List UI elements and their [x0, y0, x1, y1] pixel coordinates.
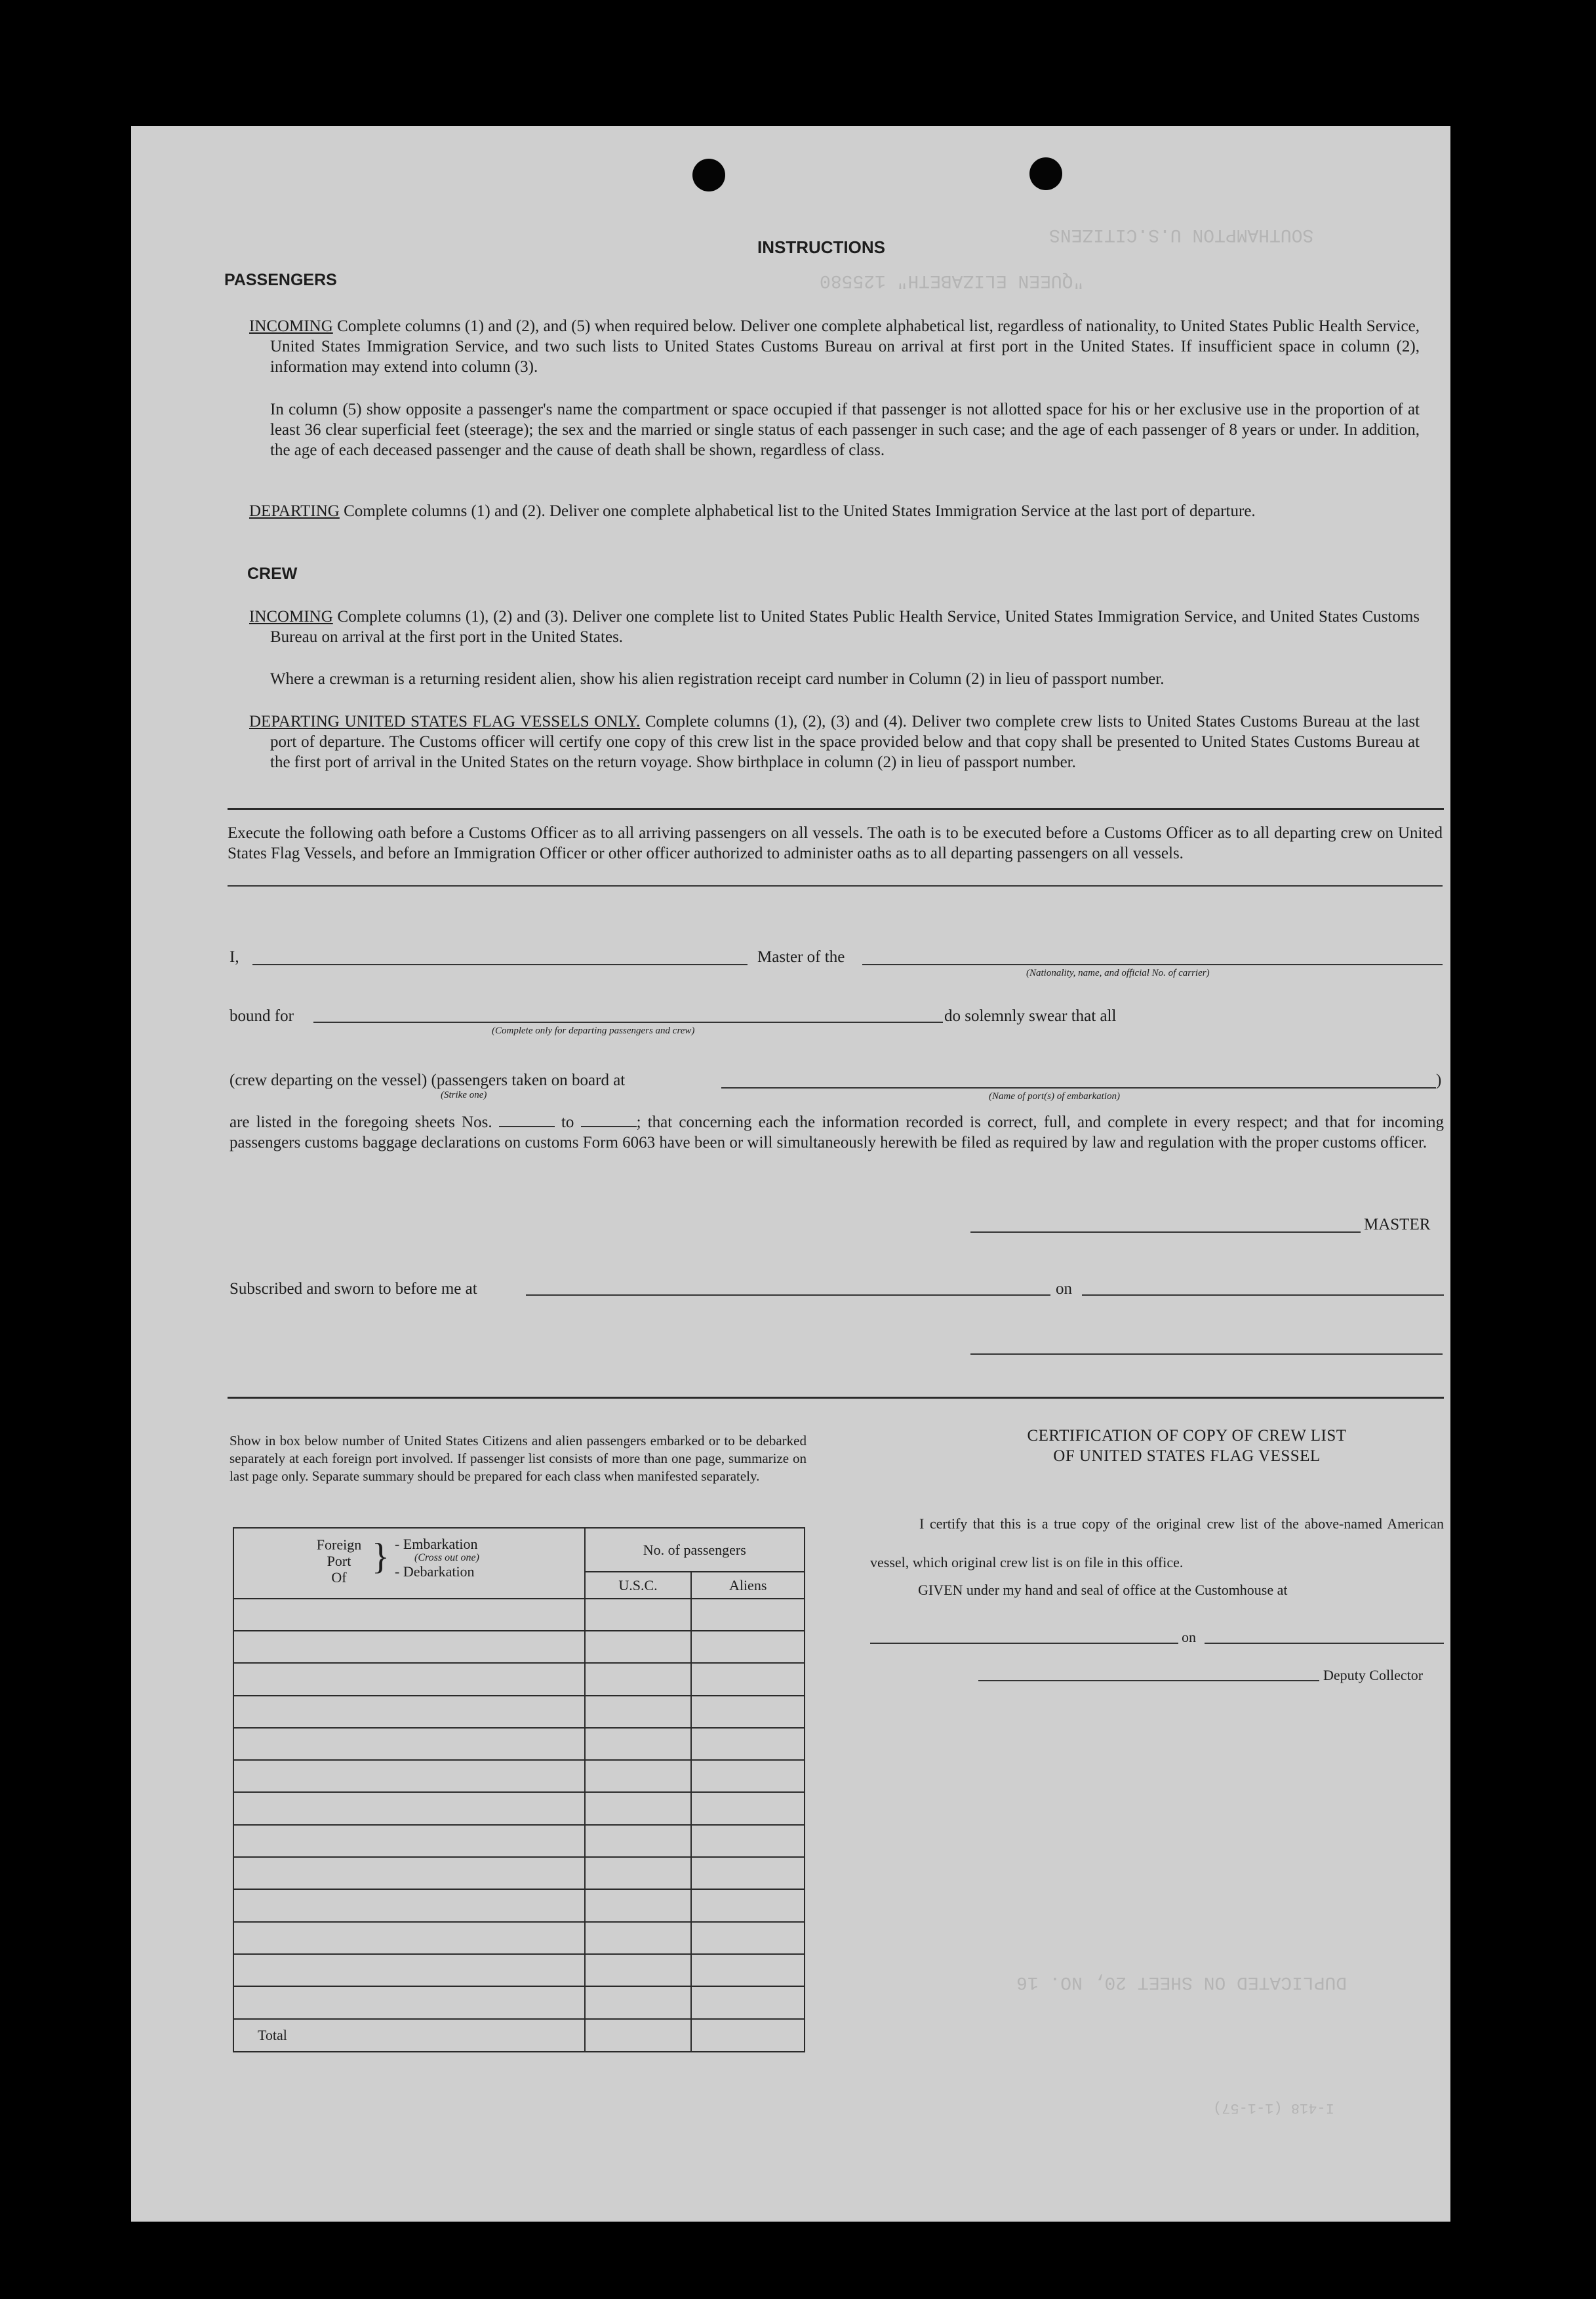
- passengers-departing-text: Complete columns (1) and (2). Deliver one complete alphabetical list to the United States Immigration Service at the last port of departure.: [344, 502, 1256, 520]
- master-name-field[interactable]: [252, 964, 748, 965]
- crew-incoming-paragraph: [249, 607, 1420, 647]
- usc-cell[interactable]: [585, 1631, 692, 1663]
- usc-cell[interactable]: [585, 1760, 692, 1792]
- total-usc-cell[interactable]: [585, 2019, 692, 2052]
- master-signature-field[interactable]: [970, 1231, 1361, 1233]
- table-row: [233, 1760, 805, 1792]
- certification-heading-line2: OF UNITED STATES FLAG VESSEL: [1053, 1447, 1321, 1465]
- master-of-label: Master of the: [757, 948, 845, 966]
- bound-for-label: bound for: [229, 1007, 294, 1025]
- usc-cell[interactable]: [585, 1792, 692, 1824]
- vessel-field[interactable]: [862, 964, 1443, 965]
- of-label: Of: [331, 1569, 347, 1586]
- usc-header: U.S.C.: [585, 1572, 692, 1598]
- sworn-date-field[interactable]: [1082, 1294, 1444, 1296]
- table-row: [233, 1792, 805, 1824]
- aliens-cell[interactable]: [691, 1792, 805, 1824]
- port-cell[interactable]: [233, 1696, 585, 1728]
- crew-departing-text: Complete columns (1), (2), (3) and (4). Deliver two complete crew lists to United States Customs Bureau at the last port of departure. The Customs officer will certify one copy of this crew list in the space provided below and that copy shall be presented to United States Customs Bureau at the first port of arrival in the United States on the return voyage. Show birthplace in column (2) in lieu of passport number.: [270, 713, 1420, 771]
- port-cell[interactable]: [233, 1954, 585, 1986]
- aliens-cell[interactable]: [691, 1696, 805, 1728]
- officer-signature-field[interactable]: [970, 1353, 1443, 1355]
- port-cell[interactable]: [233, 1599, 585, 1631]
- crew-heading: CREW: [247, 565, 298, 583]
- show-through-form-no: I-418 (1-1-57): [1213, 2100, 1334, 2116]
- port-cell[interactable]: [233, 1663, 585, 1695]
- total-aliens-cell[interactable]: [691, 2019, 805, 2052]
- passengers-heading: PASSENGERS: [224, 271, 337, 289]
- oath-listed-paragraph: [229, 1112, 1444, 1153]
- usc-cell[interactable]: [585, 1889, 692, 1921]
- port-cell[interactable]: [233, 1760, 585, 1792]
- table-row: [233, 1728, 805, 1760]
- listed-rest: ; that concerning each the information recorded is correct, full, and complete in every respect; and that for incoming passengers customs baggage declarations on customs Form 6063 have been or will simultaneously herewith be filed as required by law and regulation with the proper customs officer.: [229, 1113, 1445, 1151]
- sworn-on-label: on: [1056, 1280, 1072, 1298]
- crew-departing-label: DEPARTING UNITED STATES FLAG VESSELS ONLY.: [249, 713, 641, 730]
- table-row: [233, 1889, 805, 1921]
- divider: [228, 885, 1443, 887]
- aliens-cell[interactable]: [691, 1599, 805, 1631]
- usc-cell[interactable]: [585, 1663, 692, 1695]
- crew-incoming-label: INCOMING: [249, 608, 333, 626]
- port-cell[interactable]: [233, 1792, 585, 1824]
- aliens-header: Aliens: [691, 1572, 805, 1598]
- deputy-signature-field[interactable]: [978, 1680, 1319, 1681]
- show-through-duplicated: DUPLICATED ON SHEET 20, NO. 16: [1016, 1972, 1347, 1992]
- nationality-note: (Nationality, name, and official No. of carrier): [1026, 968, 1210, 978]
- usc-cell[interactable]: [585, 1696, 692, 1728]
- show-through-ship: "QUEEN ELIZABETH" 125580: [820, 270, 1085, 290]
- deputy-collector-label: Deputy Collector: [1323, 1667, 1424, 1683]
- oath-intro: Execute the following oath before a Customs Officer as to all arriving passengers on all vessels. The oath is to be executed before a Customs Officer as to all departing crew on United States Flag Vessels, and before an Immigration Officer or other officer authorized to administer oaths as to all departing passengers on all vessels.: [228, 824, 1443, 862]
- usc-cell[interactable]: [585, 1986, 692, 2018]
- master-label: MASTER: [1364, 1216, 1431, 1233]
- passengers-column5-text: In column (5) show opposite a passenger's name the compartment or space occupied if that passenger is not allotted space for his or her exclusive use in the proportion of at least 36 clear superficial feet (steerage); the sex and the married or single status of each passenger in such case; and the age of each passenger of 8 years or under. In addition, the age of each deceased passenger and the cause of death shall be shown, regardless of class.: [270, 401, 1420, 459]
- table-header-port: Foreign Port Of } - Embarkation (Cross out one) - Debarkation: [233, 1528, 585, 1599]
- aliens-cell[interactable]: [691, 1760, 805, 1792]
- sheet-to-field[interactable]: [581, 1113, 637, 1127]
- port-cell[interactable]: [233, 1728, 585, 1760]
- certification-heading: [977, 1426, 1397, 1466]
- usc-cell[interactable]: [585, 1922, 692, 1954]
- no-of-passengers-header: No. of passengers: [585, 1528, 805, 1572]
- aliens-cell[interactable]: [691, 1728, 805, 1760]
- aliens-cell[interactable]: [691, 1663, 805, 1695]
- aliens-cell[interactable]: [691, 1954, 805, 1986]
- sworn-place-field[interactable]: [526, 1294, 1050, 1296]
- table-row: [233, 1922, 805, 1954]
- port-label: Port: [327, 1553, 351, 1569]
- aliens-cell[interactable]: [691, 1922, 805, 1954]
- cross-out-note: (Cross out one): [414, 1552, 479, 1563]
- usc-cell[interactable]: [585, 1954, 692, 1986]
- certification-date-field[interactable]: [1205, 1643, 1444, 1644]
- crew-incoming-text: Complete columns (1), (2) and (3). Deliver one complete list to United States Public Health Service, United States Immigration Service, and United States Customs Bureau on arrival at the first port in the United States.: [270, 608, 1420, 646]
- aliens-cell[interactable]: [691, 1857, 805, 1889]
- to-label: to: [561, 1113, 574, 1131]
- port-cell[interactable]: [233, 1825, 585, 1857]
- table-row: [233, 1599, 805, 1631]
- customhouse-field[interactable]: [870, 1643, 1178, 1644]
- usc-cell[interactable]: [585, 1728, 692, 1760]
- swear-text: do solemnly swear that all: [944, 1007, 1117, 1025]
- table-row: [233, 1696, 805, 1728]
- divider: [228, 808, 1444, 810]
- certify-text: I certify that this is a true copy of the original crew list of the above-named American vessel, which original crew list is on file in this office.: [870, 1515, 1444, 1570]
- table-row: [233, 1954, 805, 1986]
- close-paren: ): [1436, 1071, 1442, 1089]
- summary-instruction: Show in box below number of United States Citizens and alien passengers embarked or to be debarked separately at each foreign port involved. If passenger list consists of more than one page, summarize on last page only. Separate summary should be prepared for each class when manifested separately.: [229, 1433, 807, 1484]
- usc-cell[interactable]: [585, 1599, 692, 1631]
- port-cell[interactable]: [233, 1986, 585, 2018]
- certification-on-label: on: [1182, 1629, 1196, 1645]
- passengers-incoming-label: INCOMING: [249, 317, 333, 335]
- certification-heading-line1: CERTIFICATION OF COPY OF CREW LIST: [1027, 1427, 1347, 1445]
- punch-hole: [1029, 157, 1062, 190]
- table-row: [233, 1825, 805, 1857]
- passengers-incoming-text: Complete columns (1) and (2), and (5) when required below. Deliver one complete alphabetical list, regardless of nationality, to United States Public Health Service, United States Immigration Service, and two such lists to United States Customs Bureau on arrival at first port in the United States. If insufficient space in column (2), information may extend into column (3).: [270, 317, 1420, 376]
- bound-for-field[interactable]: [313, 1022, 943, 1023]
- table-row: [233, 1631, 805, 1663]
- passengers-departing-paragraph: [249, 501, 1420, 521]
- divider: [228, 1397, 1444, 1399]
- aliens-cell[interactable]: [691, 1986, 805, 2018]
- port-cell[interactable]: [233, 1631, 585, 1663]
- aliens-cell[interactable]: [691, 1889, 805, 1921]
- aliens-cell[interactable]: [691, 1825, 805, 1857]
- table-row: [233, 1986, 805, 2018]
- aliens-cell[interactable]: [691, 1631, 805, 1663]
- given-text: GIVEN under my hand and seal of office at the Customhouse at: [918, 1582, 1288, 1598]
- port-cell[interactable]: [233, 1889, 585, 1921]
- form-page: [131, 126, 1450, 2222]
- passengers-departing-label: DEPARTING: [249, 502, 340, 520]
- port-cell[interactable]: [233, 1922, 585, 1954]
- page-title: INSTRUCTIONS: [757, 237, 885, 257]
- table-row: [233, 1663, 805, 1695]
- strike-note: (Strike one): [441, 1090, 487, 1100]
- crew-departing-paragraph: [249, 711, 1420, 772]
- table-row: [233, 1857, 805, 1889]
- passenger-summary-table: [233, 1527, 805, 2052]
- embarkation-port-field[interactable]: [721, 1087, 1436, 1089]
- total-label: Total: [233, 2019, 585, 2052]
- punch-hole: [692, 159, 725, 191]
- usc-cell[interactable]: [585, 1825, 692, 1857]
- crew-departing-text: (crew departing on the vessel) (passengers taken on board at: [229, 1071, 626, 1089]
- subscribed-label: Subscribed and sworn to before me at: [229, 1280, 477, 1298]
- debarkation-label: - Debarkation: [395, 1563, 475, 1580]
- complete-only-note: (Complete only for departing passengers and crew): [492, 1026, 695, 1036]
- foreign-label: Foreign: [316, 1536, 362, 1553]
- port-cell[interactable]: [233, 1857, 585, 1889]
- passengers-incoming-paragraph: [249, 316, 1420, 377]
- embarkation-label: - Embarkation: [395, 1536, 478, 1552]
- port-note: (Name of port(s) of embarkation): [989, 1091, 1120, 1102]
- oath-i-label: I,: [229, 948, 239, 966]
- usc-cell[interactable]: [585, 1857, 692, 1889]
- listed-prefix: are listed in the foregoing sheets Nos.: [229, 1113, 492, 1131]
- show-through-header: SOUTHAMPTON U.S.CITIZENS: [1049, 224, 1314, 245]
- sheet-from-field[interactable]: [499, 1113, 555, 1127]
- crew-alien-text: Where a crewman is a returning resident alien, show his alien registration receipt card number in Column (2) in lieu of passport number.: [270, 670, 1165, 688]
